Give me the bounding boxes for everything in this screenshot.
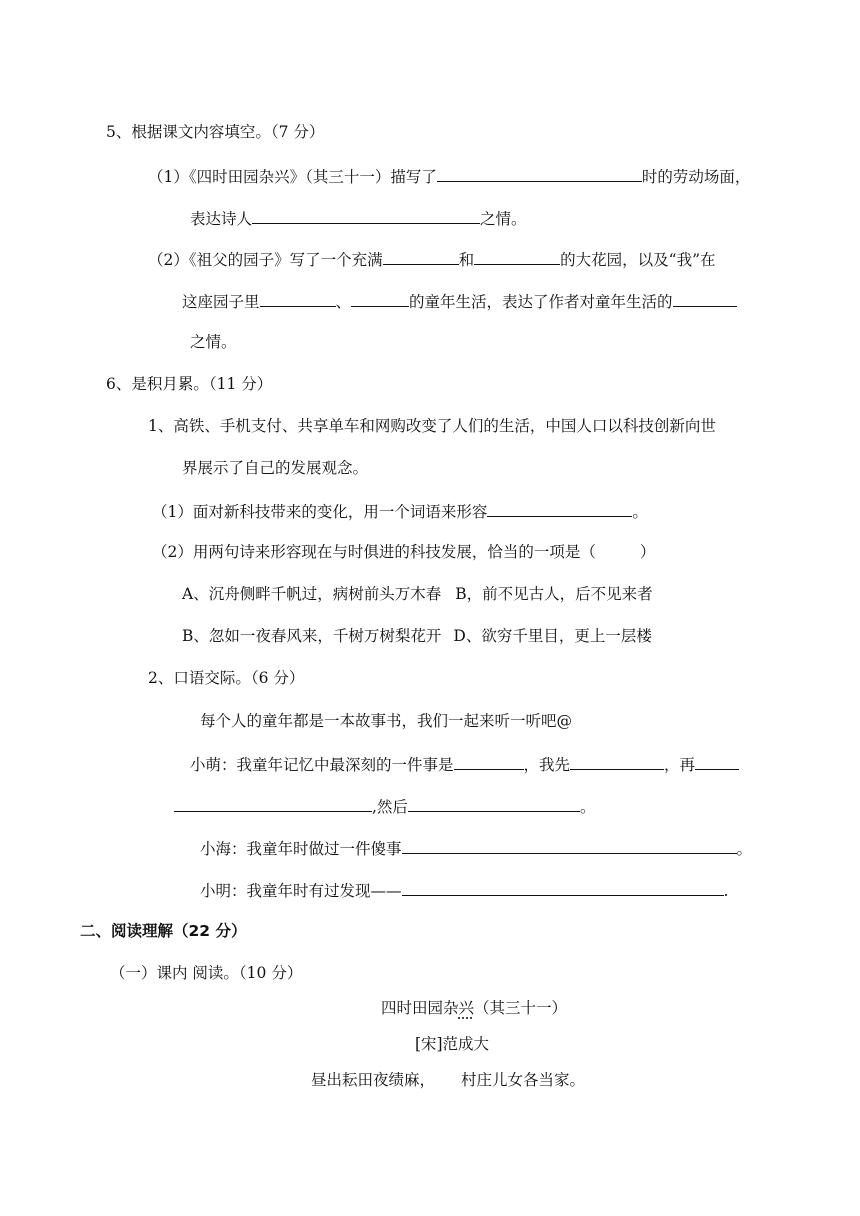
q6-sub1: （1）面对新科技带来的变化，用一个词语来形容 。 [152, 500, 648, 522]
answer-blank[interactable] [174, 795, 372, 812]
q6-options-row2 [182, 626, 652, 646]
q6-xiaomeng-line2: ,然后 。 [174, 795, 595, 817]
q6-xiaohai: 小海：我童年时做过一件傻事 。 [200, 837, 752, 859]
answer-blank[interactable] [408, 795, 580, 812]
q6-item2-heading: 2、口语交际。（6 分） [148, 669, 305, 687]
answer-blank[interactable] [402, 837, 737, 854]
poem-author: [宋]范成大 [414, 1035, 490, 1053]
poem-title: 四时田园杂兴（其三十一） [380, 999, 568, 1017]
answer-blank[interactable] [474, 248, 560, 265]
answer-blank[interactable] [252, 207, 480, 224]
q6-item2-intro: 每个人的童年都是一本故事书，我们一起来听一听吧@ [200, 712, 573, 730]
q6-xiaoming: 小明：我童年时有过发现—— . [200, 879, 728, 901]
answer-blank[interactable] [570, 753, 664, 770]
q5-part2-line2: 这座园子里 、 的童年生活，表达了作者对童年生活的 [182, 290, 737, 312]
answer-blank[interactable] [695, 753, 739, 770]
answer-blank[interactable] [437, 165, 642, 182]
q5-heading: 5、根据课文内容填空。（7 分） [106, 123, 325, 141]
q5-part1-line2: 表达诗人 之情。 [190, 207, 527, 229]
q6-xiaomeng-line1: 小萌：我童年记忆中最深刻的一件事是 ，我先 ，再 [190, 753, 739, 775]
q6-heading: 6、是积月累。（11 分） [106, 375, 273, 393]
answer-blank[interactable] [673, 290, 737, 307]
answer-blank[interactable] [383, 248, 459, 265]
poem-line-1: 昼出耘田夜绩麻， 村庄儿女各当家。 [310, 1071, 586, 1089]
q5-part1-line1: （1）《四时田园杂兴》（其三十一）描写了 时的劳动场面， [148, 165, 750, 187]
q5-part2-line3: 之情。 [190, 333, 237, 351]
answer-blank[interactable] [454, 753, 524, 770]
q6-item1-line1: 1、高铁、手机支付、共享单车和网购改变了人们的生活，中国人口以科技创新向世 [148, 417, 716, 435]
q6-item1-line2: 界展示了自己的发展观念。 [182, 459, 369, 477]
q6-sub2: （2）用两句诗来形容现在与时俱进的科技发展，恰当的一项是（ ） [152, 543, 656, 561]
option-c: B、忽如一夜春风来，千树万树梨花开 [182, 627, 442, 645]
answer-blank[interactable] [487, 500, 632, 517]
answer-blank[interactable] [260, 290, 336, 307]
option-a: A、沉舟侧畔千帆过，病树前头万木春 [182, 585, 442, 603]
option-b: B，前不见古人，后不见来者 [455, 585, 653, 603]
option-d: D、欲穷千里目，更上一层楼 [453, 627, 652, 645]
section2-heading: 二、阅读理解（22 分） [80, 922, 247, 940]
q6-options-row1 [182, 584, 653, 604]
answer-blank[interactable] [402, 879, 724, 896]
q5-part2-line1: （2）《祖父的园子》写了一个充满 和 的大花园，以及“我”在 [148, 248, 716, 270]
answer-blank[interactable] [351, 290, 409, 307]
section2-subheading: （一）课内 阅读。（10 分） [110, 964, 303, 982]
